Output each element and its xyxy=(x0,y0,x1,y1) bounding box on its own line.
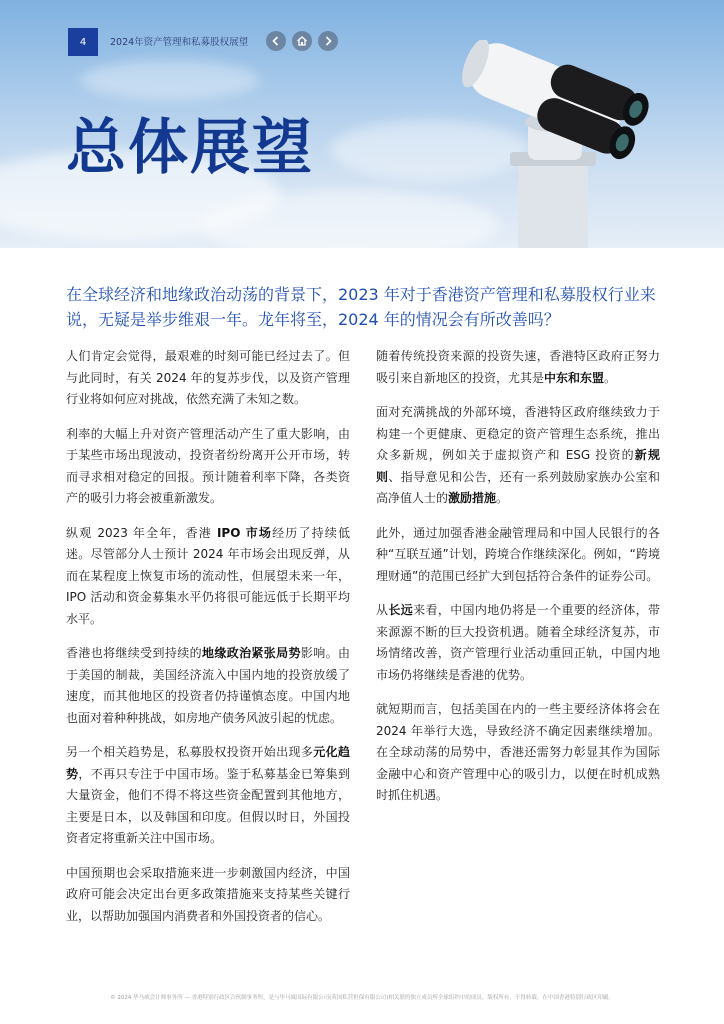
paragraph-text: 另一个相关趋势是，私募股权投资开始出现多 xyxy=(66,745,314,759)
chevron-left-icon xyxy=(270,35,282,47)
chevron-right-icon xyxy=(322,35,334,47)
binoculars-image xyxy=(440,40,700,248)
body-paragraph xyxy=(376,346,660,389)
body-paragraph xyxy=(376,402,660,510)
body-paragraph xyxy=(376,523,660,588)
paragraph-text: 。 xyxy=(604,370,617,385)
paragraph-text: 。 xyxy=(496,491,509,505)
emphasis-text: 新规则 xyxy=(376,448,660,484)
paragraph-text: 从 xyxy=(376,603,389,617)
paragraph-text: 随着传统投资来源的投资失速，香港特区政府正努力吸引来自新地区的投资，尤其是 xyxy=(376,349,660,385)
body-paragraph xyxy=(66,424,350,510)
paragraph-text: 经历了持续低迷。尽管部分人士预计 2024 年市场会出现反弹，从而在某程度上恢复市场的流动性，但展望未来一年，IPO 活动和资金募集水平仍将很可能远低于长期平均水平。 xyxy=(66,525,350,626)
page-number-tab xyxy=(68,28,98,56)
emphasis-text: 长远 xyxy=(388,603,414,617)
paragraph-text: 人们肯定会觉得，最艰难的时刻可能已经过去了。但与此同时，有关 2024 年的复苏步伐，以及资产管理行业将如何应对挑战，依然充满了未知之数。 xyxy=(66,349,350,406)
footer-copyright: © 2024 毕马威会计师事务所 — 香港特别行政区合伙制事务所，是与毕马威国际有限公司(英国私营担保有限公司)相关联的独立成员所全球组织中的成员，版权所有，不得转载。在中国香港特别行政区印刷。 xyxy=(110,995,614,1001)
left-column xyxy=(66,346,350,940)
page-number: 4 xyxy=(79,36,87,48)
paragraph-text: ，不再只专注于中国市场。鉴于私募基金已筹集到大量资金，他们不得不将这些资金配置到其他地方，主要是日本，以及韩国和印度。但假以时日，外国投资者定将重新关注中国市场。 xyxy=(66,766,350,845)
paragraph-text: 纵观 2023 年全年，香港 xyxy=(66,525,217,540)
body-paragraph xyxy=(66,523,350,631)
body-paragraph xyxy=(376,600,660,686)
body-paragraph xyxy=(66,643,350,729)
emphasis-text: 中东和东盟 xyxy=(544,370,605,385)
paragraph-text: 影响。由于美国的制裁，美国经济流入中国内地的投资放缓了速度，而其他地区的投资者仍持谨慎态度。中国内地也面对着种种挑战，如房地产债务风波引起的忧虑。 xyxy=(66,646,350,725)
back-button[interactable] xyxy=(266,31,286,51)
emphasis-text: 激励措施 xyxy=(448,491,497,505)
home-button[interactable] xyxy=(292,31,312,51)
forward-button[interactable] xyxy=(318,31,338,51)
intro-paragraph: 在全球经济和地缘政治动荡的背景下，2023 年对于香港资产管理和私募股权行业来说，无疑是举步维艰一年。龙年将至，2024 年的情况会有所改善吗？ xyxy=(66,285,656,329)
paragraph-text: 香港也将继续受到持续的 xyxy=(66,646,202,660)
body-paragraph xyxy=(66,346,350,411)
body-paragraph xyxy=(66,863,350,928)
paragraph-text: 、指导意见和公告，还有一系列鼓励家族办公室和高净值人士的 xyxy=(376,469,660,505)
emphasis-text: IPO 市场 xyxy=(216,525,273,540)
emphasis-text: 元化趋势 xyxy=(66,745,350,781)
paragraph-text: 此外，通过加强香港金融管理局和中国人民银行的各种“互联互通”计划，跨境合作继续深化。例如，“跨境理财通”的范围已经扩大到包括符合条件的证券公司。 xyxy=(376,525,660,583)
hero-banner xyxy=(0,0,724,248)
paragraph-text: 中国预期也会采取措施来进一步刺激国内经济，中国政府可能会决定出台更多政策措施来支持某些关键行业，以帮助加强国内消费者和外国投资者的信心。 xyxy=(66,865,350,923)
document-header-title: 2024年资产管理和私募股权展望 xyxy=(110,37,249,48)
page-title: 总体展望 xyxy=(66,113,314,183)
paragraph-text: 来看，中国内地仍将是一个重要的经济体，带来源源不断的巨大投资机遇。随着全球经济复苏，市场情绪改善，资产管理行业活动重回正轨，中国内地市场仍将继续是香港的优势。 xyxy=(376,603,660,682)
paragraph-text: 利率的大幅上升对资产管理活动产生了重大影响，由于某些市场出现波动，投资者纷纷离开公开市场，转而寻求相对稳定的回报。预计随着利率下降，各类资产的吸引力将会被重新激发。 xyxy=(66,426,350,505)
paragraph-text: 就短期而言，包括美国在内的一些主要经济体将会在 2024 年举行大选，导致经济不确定因素继续增加。在全球动荡的局势中，香港还需努力彰显其作为国际金融中心和资产管理中心的吸引力，以便在时机成熟时抓住机遇。 xyxy=(376,702,660,802)
paragraph-text: 面对充满挑战的外部环境，香港特区政府继续致力于构建一个更健康、更稳定的资产管理生态系统，推出众多新规，例如关于虚拟资产和 ESG 投资的 xyxy=(376,405,660,462)
emphasis-text: 地缘政治紧张局势 xyxy=(201,646,301,660)
body-paragraph xyxy=(376,699,660,807)
body-paragraph xyxy=(66,742,350,850)
right-column xyxy=(376,346,660,820)
cloud xyxy=(80,60,260,100)
home-icon xyxy=(296,35,308,47)
